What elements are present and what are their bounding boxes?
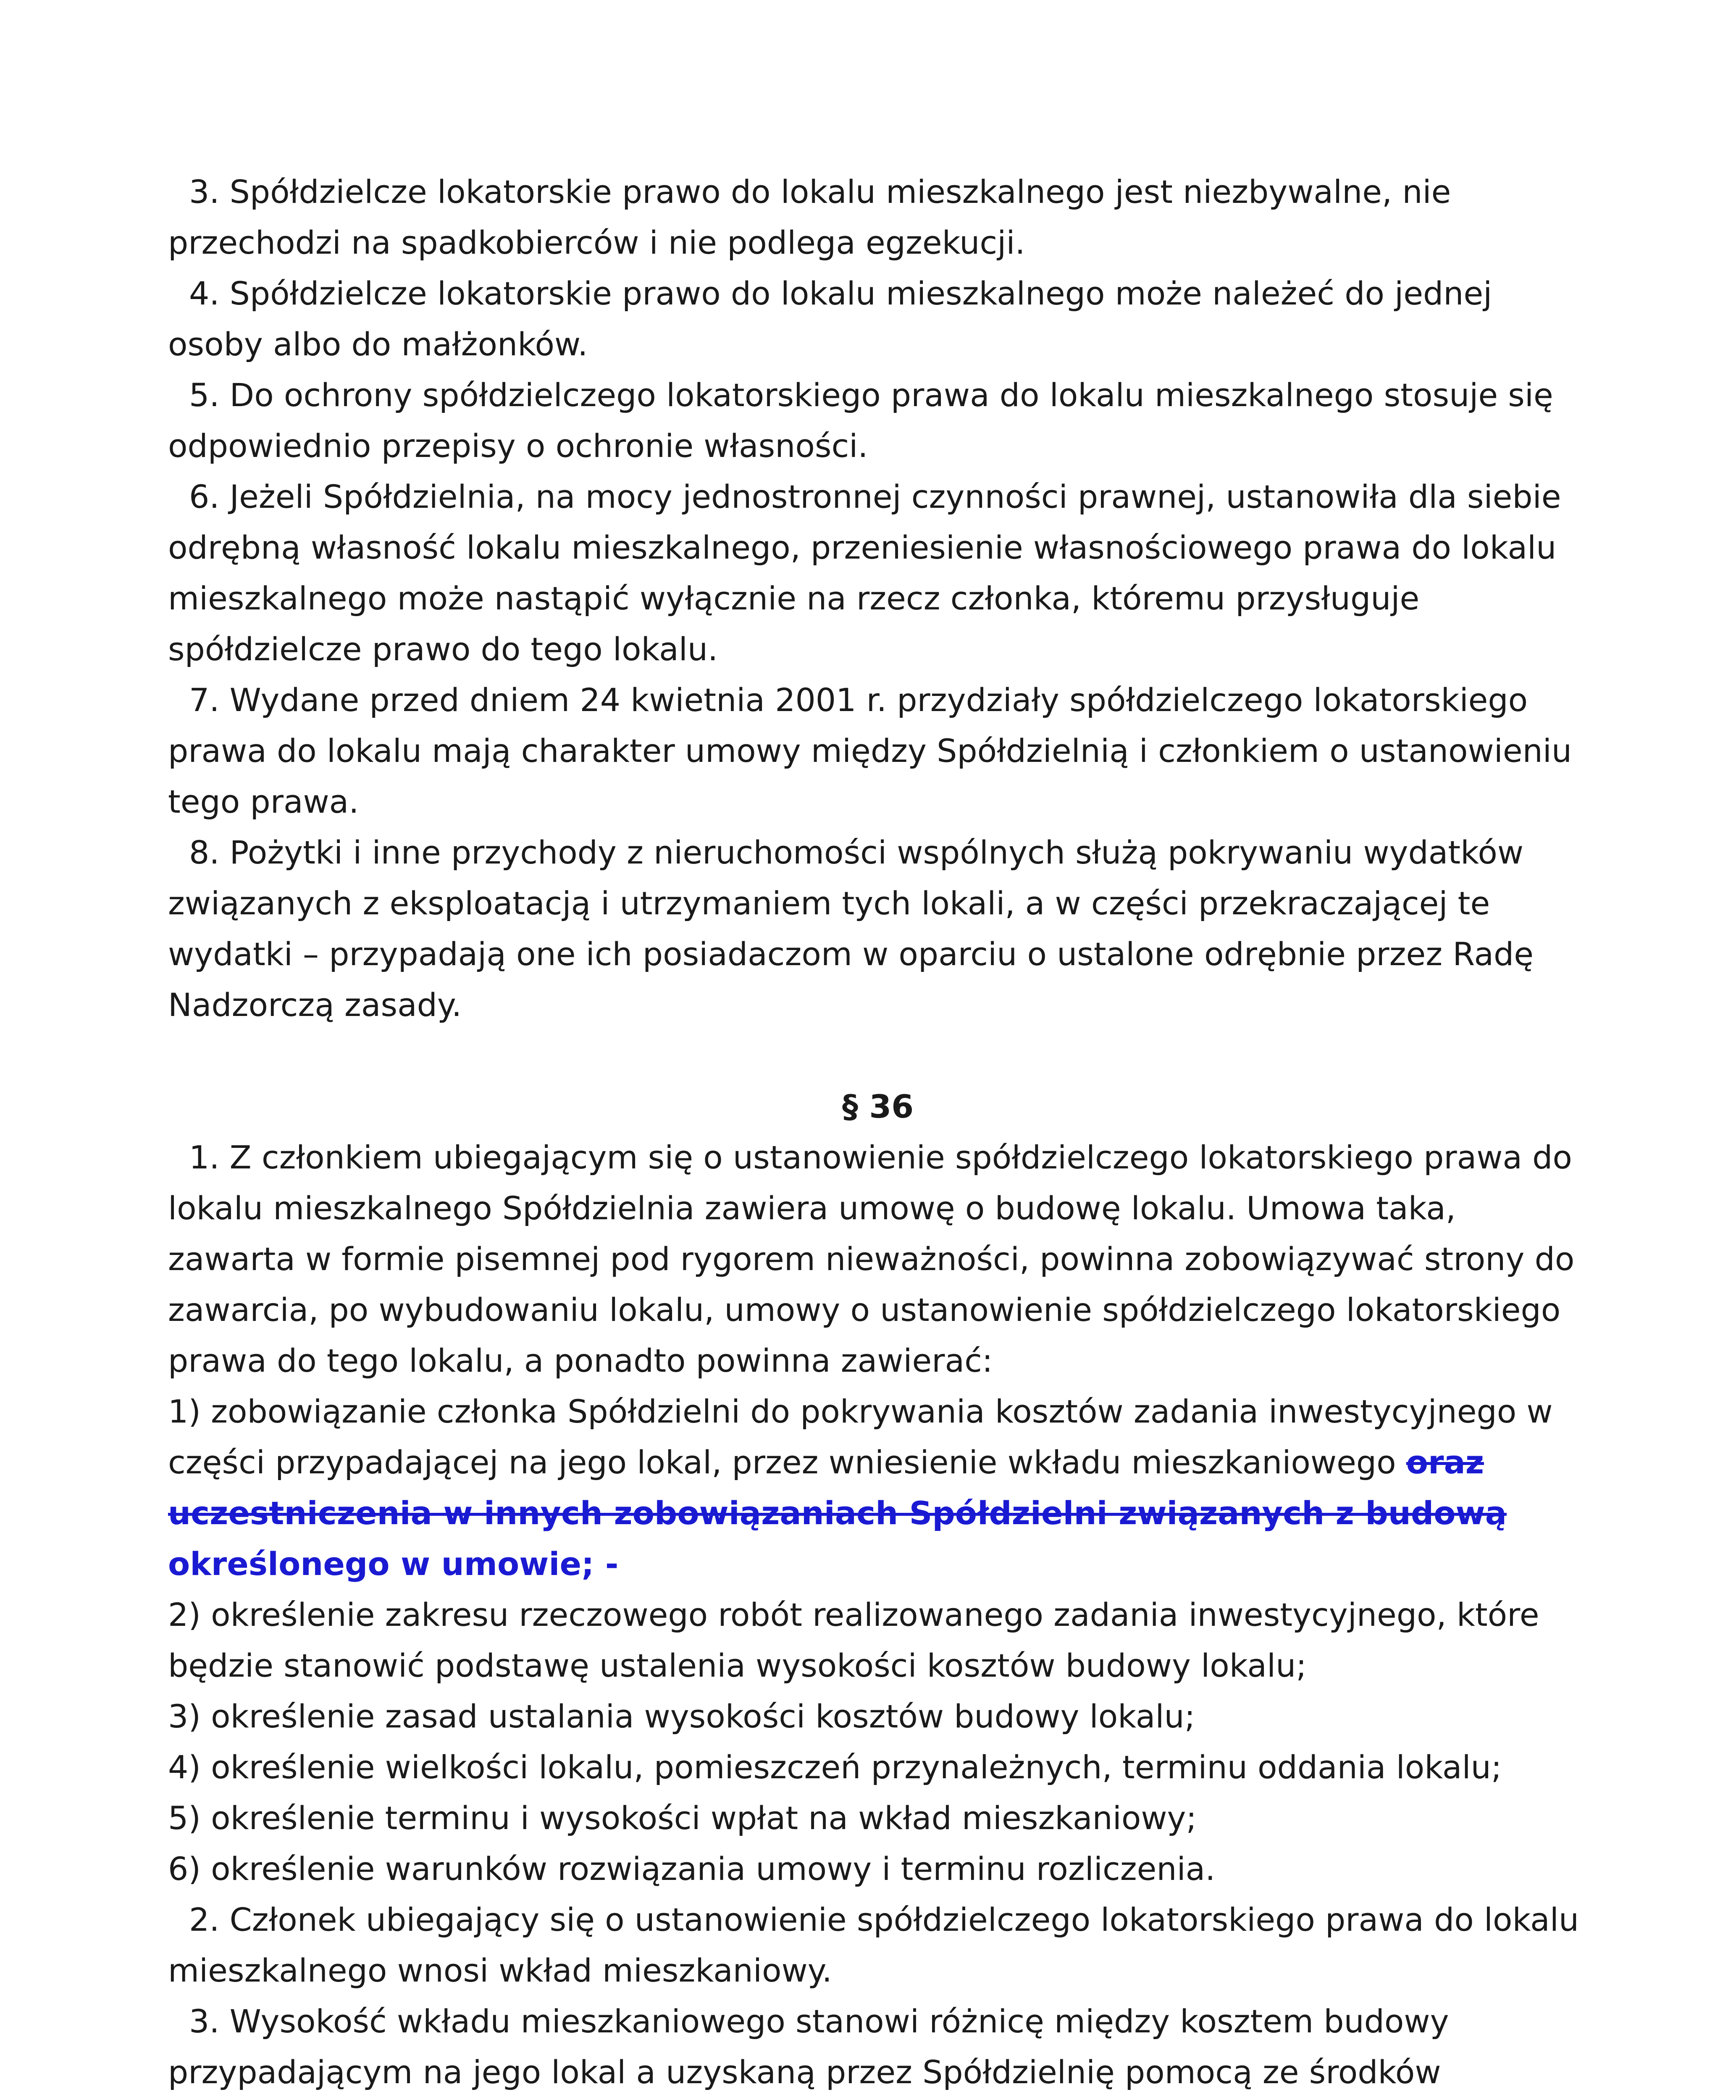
deleted-revision-text: oraz uczestniczenia w innych zobowiązaniach Spółdzielni związanych z budową xyxy=(168,1444,1507,1532)
list-item-1 xyxy=(168,1386,1588,1589)
paragraph-3: 3. Spółdzielcze lokatorskie prawo do lokalu mieszkalnego jest niezbywalne, nie przechodzi na spadkobierców i nie podlega egzekucji. xyxy=(168,173,1451,261)
list-item-2: 2) określenie zakresu rzeczowego robót realizowanego zadania inwestycyjnego, które będzie stanowić podstawę ustalenia wysokości kosztów budowy lokalu; xyxy=(168,1596,1539,1684)
paragraph-6: 6. Jeżeli Spółdzielnia, na mocy jednostronnej czynności prawnej, ustanowiła dla siebie odrębną własność lokalu mieszkalnego, przeniesienie własnościowego prawa do lokalu mieszkalnego może nastąpić wyłącznie na rzecz członka, któremu przysługuje spółdzielcze prawo do tego lokalu. xyxy=(168,478,1561,668)
section-36-paragraph-2: 2. Członek ubiegający się o ustanowienie spółdzielczego lokatorskiego prawa do lokalu mieszkalnego wnosi wkład mieszkaniowy. xyxy=(168,1901,1579,1989)
section-36-paragraph-3: 3. Wysokość wkładu mieszkaniowego stanowi różnicę między kosztem budowy przypadającym na jego lokal a uzyskaną przez Spółdzielnię pomocą ze środków xyxy=(168,2003,1449,2091)
paragraph-4: 4. Spółdzielcze lokatorskie prawo do lokalu mieszkalnego może należeć do jednej osoby albo do małżonków. xyxy=(168,275,1492,363)
paragraph-5: 5. Do ochrony spółdzielczego lokatorskiego prawa do lokalu mieszkalnego stosuje się odpowiednio przepisy o ochronie własności. xyxy=(168,376,1553,465)
section-36-paragraph-1: 1. Z członkiem ubiegającym się o ustanowienie spółdzielczego lokatorskiego prawa do lokalu mieszkalnego Spółdzielnia zawiera umowę o budowę lokalu. Umowa taka, zawarta w formie pisemnej pod rygorem nieważności, powinna zobowiązywać strony do zawarcia, po wybudowaniu lokalu, umowy o ustanowienie spółdzielczego lokatorskiego prawa do tego lokalu, a ponadto powinna zawierać: xyxy=(168,1139,1575,1379)
paragraph-7: 7. Wydane przed dniem 24 kwietnia 2001 r. przydziały spółdzielczego lokatorskiego prawa do lokalu mają charakter umowy między Spółdzielnią i członkiem o ustanowieniu tego prawa. xyxy=(168,681,1572,820)
paragraph-8: 8. Pożytki i inne przychody z nieruchomości wspólnych służą pokrywaniu wydatków związanych z eksploatacją i utrzymaniem tych lokali, a w części przekraczającej te wydatki – przypadają one ich posiadaczom w oparciu o ustalone odrębnie przez Radę Nadzorczą zasady. xyxy=(168,834,1534,1024)
section-heading: § 36 xyxy=(842,1088,914,1125)
list-item-6: 6) określenie warunków rozwiązania umowy i terminu rozliczenia. xyxy=(168,1850,1216,1887)
list-item-5: 5) określenie terminu i wysokości wpłat na wkład mieszkaniowy; xyxy=(168,1799,1197,1837)
list-item-3: 3) określenie zasad ustalania wysokości kosztów budowy lokalu; xyxy=(168,1698,1195,1735)
inserted-revision-text: określonego w umowie; - xyxy=(168,1545,619,1583)
document-page xyxy=(168,166,1588,2100)
list-item-1-text: 1) zobowiązanie członka Spółdzielni do pokrywania kosztów zadania inwestycyjnego w części przypadającej na jego lokal, przez wniesienie wkładu mieszkaniowego xyxy=(168,1393,1553,1481)
list-item-4: 4) określenie wielkości lokalu, pomieszczeń przynależnych, terminu oddania lokalu; xyxy=(168,1748,1502,1786)
